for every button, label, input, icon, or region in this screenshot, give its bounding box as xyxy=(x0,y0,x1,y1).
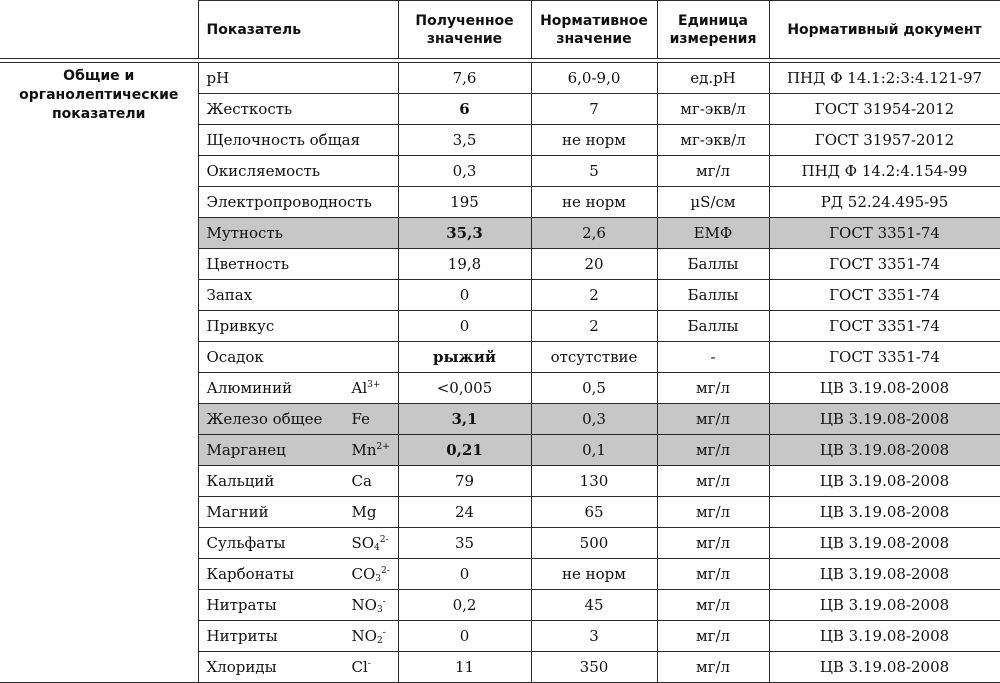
parameter-name: Алюминий xyxy=(206,379,293,397)
measured-value: 7,6 xyxy=(398,63,531,94)
measured-value: 0 xyxy=(398,559,531,590)
measured-value: 19,8 xyxy=(398,249,531,280)
parameter-cell xyxy=(198,342,398,373)
parameter-name: Жесткость xyxy=(206,100,293,118)
measured-value: 0 xyxy=(398,280,531,311)
group-label: Общие и органолептические показатели xyxy=(0,63,198,683)
measured-value: 6 xyxy=(398,94,531,125)
measured-value: 3,5 xyxy=(398,125,531,156)
normative-value: 0,1 xyxy=(531,435,657,466)
normative-value: 350 xyxy=(531,652,657,683)
chemical-formula xyxy=(352,528,389,558)
parameter-name: Осадок xyxy=(206,348,264,366)
chemical-formula xyxy=(352,497,377,527)
unit-cell: Баллы xyxy=(657,280,769,311)
document-cell: ЦВ 3.19.08-2008 xyxy=(769,435,1000,466)
normative-value: 2,6 xyxy=(531,218,657,249)
measured-value: 0,21 xyxy=(398,435,531,466)
measured-value: 24 xyxy=(398,497,531,528)
document-cell: ЦВ 3.19.08-2008 xyxy=(769,466,1000,497)
document-cell: ЦВ 3.19.08-2008 xyxy=(769,590,1000,621)
parameter-cell xyxy=(198,311,398,342)
formula-symbol: NO xyxy=(351,627,377,645)
table-body xyxy=(0,63,1000,683)
chemical-formula xyxy=(352,435,390,465)
normative-value: отсутствие xyxy=(531,342,657,373)
formula-charge: 2- xyxy=(381,566,390,576)
measured-value: 195 xyxy=(398,187,531,218)
parameter-name: Марганец xyxy=(206,441,286,459)
formula-charge: 3+ xyxy=(367,380,381,390)
parameter-cell xyxy=(198,280,398,311)
unit-cell: мг-экв/л xyxy=(657,94,769,125)
unit-cell: ед.pH xyxy=(657,63,769,94)
normative-value: 0,3 xyxy=(531,404,657,435)
measured-value: рыжий xyxy=(398,342,531,373)
header-unit: Единица измерения xyxy=(657,1,769,59)
document-cell: ГОСТ 3351-74 xyxy=(769,280,1000,311)
formula-subscript: 4 xyxy=(374,543,380,553)
parameter-cell xyxy=(198,373,398,404)
formula-symbol: Fe xyxy=(351,410,370,428)
measured-value: <0,005 xyxy=(398,373,531,404)
measured-value: 11 xyxy=(398,652,531,683)
chemical-formula xyxy=(352,404,370,434)
unit-cell: µS/cм xyxy=(657,187,769,218)
unit-cell: мг-экв/л xyxy=(657,125,769,156)
parameter-name: Запах xyxy=(206,286,253,304)
normative-value: не норм xyxy=(531,559,657,590)
parameter-cell xyxy=(198,435,398,466)
header-measured: Полученное значение xyxy=(398,1,531,59)
formula-symbol: Ca xyxy=(351,472,372,490)
normative-value: не норм xyxy=(531,125,657,156)
formula-charge: - xyxy=(382,628,386,638)
normative-value: 45 xyxy=(531,590,657,621)
formula-symbol: NO xyxy=(351,596,377,614)
unit-cell: мг/л xyxy=(657,559,769,590)
parameter-cell xyxy=(198,497,398,528)
formula-symbol: CO xyxy=(351,565,376,583)
formula-subscript: 3 xyxy=(376,605,383,615)
unit-cell: мг/л xyxy=(657,156,769,187)
chemical-formula xyxy=(352,373,381,403)
unit-cell: мг/л xyxy=(657,497,769,528)
unit-cell: - xyxy=(657,342,769,373)
chemical-formula xyxy=(352,559,390,589)
formula-symbol: Mg xyxy=(351,503,377,521)
measured-value: 0,3 xyxy=(398,156,531,187)
parameter-cell xyxy=(198,156,398,187)
measured-value: 0,2 xyxy=(398,590,531,621)
parameter-cell xyxy=(198,249,398,280)
measured-value: 35,3 xyxy=(398,218,531,249)
document-cell: ЦВ 3.19.08-2008 xyxy=(769,373,1000,404)
document-cell: ГОСТ 3351-74 xyxy=(769,311,1000,342)
chemical-formula xyxy=(352,652,371,682)
document-cell: ГОСТ 3351-74 xyxy=(769,342,1000,373)
parameter-name: Нитраты xyxy=(206,596,277,614)
parameter-cell xyxy=(198,94,398,125)
unit-cell: Баллы xyxy=(657,249,769,280)
parameter-name: Щелочность общая xyxy=(206,131,361,149)
unit-cell: мг/л xyxy=(657,466,769,497)
parameter-name: Электропроводность xyxy=(206,193,372,211)
formula-subscript: 3 xyxy=(375,574,382,584)
formula-symbol: SO xyxy=(351,534,375,552)
document-cell: ЦВ 3.19.08-2008 xyxy=(769,404,1000,435)
header-normative: Нормативное значение xyxy=(531,1,657,59)
normative-value: 20 xyxy=(531,249,657,280)
parameter-cell xyxy=(198,590,398,621)
parameter-cell xyxy=(198,466,398,497)
document-cell: ГОСТ 3351-74 xyxy=(769,249,1000,280)
measured-value: 79 xyxy=(398,466,531,497)
parameter-cell xyxy=(198,63,398,94)
parameter-name: Окисляемость xyxy=(206,162,321,180)
header-document: Нормативный документ xyxy=(769,1,1000,59)
parameter-cell xyxy=(198,559,398,590)
parameter-name: Цветность xyxy=(206,255,290,273)
chemical-formula xyxy=(352,466,372,496)
document-cell: ЦВ 3.19.08-2008 xyxy=(769,497,1000,528)
parameter-cell xyxy=(198,187,398,218)
normative-value: 3 xyxy=(531,621,657,652)
measured-value: 35 xyxy=(398,528,531,559)
normative-value: 2 xyxy=(531,280,657,311)
unit-cell: мг/л xyxy=(657,435,769,466)
parameter-cell xyxy=(198,652,398,683)
document-cell: ГОСТ 31957-2012 xyxy=(769,125,1000,156)
document-cell: ГОСТ 31954-2012 xyxy=(769,94,1000,125)
document-cell: ПНД Ф 14.2:4.154-99 xyxy=(769,156,1000,187)
unit-cell: Баллы xyxy=(657,311,769,342)
parameter-cell xyxy=(198,218,398,249)
parameter-name: Нитриты xyxy=(206,627,278,645)
document-cell: ЦВ 3.19.08-2008 xyxy=(769,652,1000,683)
parameter-name: Карбонаты xyxy=(206,565,294,583)
document-cell: РД 52.24.495-95 xyxy=(769,187,1000,218)
parameter-name: Сульфаты xyxy=(206,534,286,552)
parameter-cell xyxy=(198,621,398,652)
document-cell: ЦВ 3.19.08-2008 xyxy=(769,528,1000,559)
parameter-name: Привкус xyxy=(206,317,275,335)
parameter-name: Мутность xyxy=(206,224,283,242)
unit-cell: мг/л xyxy=(657,652,769,683)
chemical-formula xyxy=(352,590,386,620)
unit-cell: мг/л xyxy=(657,528,769,559)
table-row xyxy=(0,63,1000,94)
unit-cell: мг/л xyxy=(657,590,769,621)
normative-value: 5 xyxy=(531,156,657,187)
parameter-name: Кальций xyxy=(206,472,275,490)
normative-value: не норм xyxy=(531,187,657,218)
parameter-cell xyxy=(198,528,398,559)
normative-value: 500 xyxy=(531,528,657,559)
formula-symbol: Al xyxy=(351,379,368,397)
unit-cell: ЕМФ xyxy=(657,218,769,249)
unit-cell: мг/л xyxy=(657,404,769,435)
unit-cell: мг/л xyxy=(657,621,769,652)
formula-charge: - xyxy=(367,659,371,669)
parameter-cell xyxy=(198,404,398,435)
parameter-name: Железо общее xyxy=(206,410,323,428)
measured-value: 0 xyxy=(398,621,531,652)
document-cell: ЦВ 3.19.08-2008 xyxy=(769,559,1000,590)
formula-charge: 2+ xyxy=(376,442,390,452)
normative-value: 7 xyxy=(531,94,657,125)
header-parameter: Показатель xyxy=(198,1,398,59)
normative-value: 0,5 xyxy=(531,373,657,404)
chemical-formula xyxy=(352,621,386,651)
measured-value: 0 xyxy=(398,311,531,342)
document-cell: ГОСТ 3351-74 xyxy=(769,218,1000,249)
header-row xyxy=(0,1,1000,59)
formula-subscript: 2 xyxy=(376,636,383,646)
formula-symbol: Cl xyxy=(351,658,368,676)
parameter-name: Хлориды xyxy=(206,658,277,676)
document-cell: ПНД Ф 14.1:2:3:4.121-97 xyxy=(769,63,1000,94)
parameter-cell xyxy=(198,125,398,156)
unit-cell: мг/л xyxy=(657,373,769,404)
formula-charge: - xyxy=(382,597,386,607)
normative-value: 6,0-9,0 xyxy=(531,63,657,94)
header-corner xyxy=(0,1,198,59)
formula-charge: 2- xyxy=(379,535,389,545)
document-cell: ЦВ 3.19.08-2008 xyxy=(769,621,1000,652)
normative-value: 130 xyxy=(531,466,657,497)
parameter-name: pH xyxy=(206,69,230,87)
normative-value: 2 xyxy=(531,311,657,342)
measured-value: 3,1 xyxy=(398,404,531,435)
parameter-name: Магний xyxy=(206,503,269,521)
formula-symbol: Mn xyxy=(351,441,377,459)
normative-value: 65 xyxy=(531,497,657,528)
